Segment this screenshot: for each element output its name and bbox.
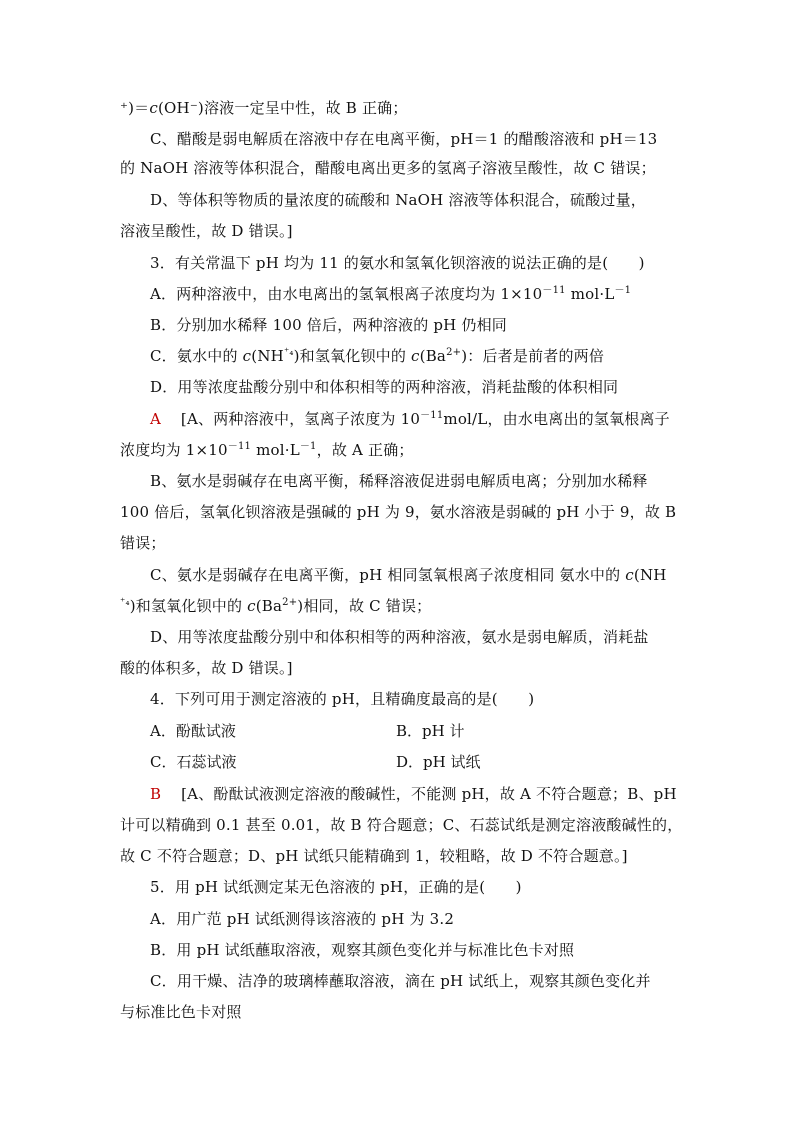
question-3-option-d: D．用等浓度盐酸分别中和体积相等的两种溶液，消耗盐酸的体积相同 <box>150 378 619 396</box>
question-5-option-b: B．用 pH 试纸蘸取溶液，观察其颜色变化并与标准比色卡对照 <box>150 941 575 959</box>
text-line: D、等体积等物质的量浓度的硫酸和 NaOH 溶液等体积混合，硫酸过量， <box>150 191 647 209</box>
text-line: 100 倍后，氢氧化钡溶液是强碱的 pH 为 9，氨水溶液是弱碱的 pH 小于 9，故 B <box>120 503 677 521</box>
question-5-option-c: C．用干燥、洁净的玻璃棒蘸取溶液，滴在 pH 试纸上，观察其颜色变化并 <box>150 972 651 990</box>
text-line: $^{^+_4}$)和氢氧化钡中的 $c(Ba^{2+})$相同，故 C 错误； <box>120 597 432 615</box>
text-line: C、醋酸是弱电解质在溶液中存在电离平衡，pH＝1 的醋酸溶液和 pH＝13 <box>150 130 658 148</box>
question-4-option-d: D．pH 试纸 <box>396 753 481 771</box>
text-line: 错误； <box>120 534 166 552</box>
text-line: 酸的体积多，故 D 错误。] <box>120 659 293 677</box>
question-3-option-b: B．分别加水稀释 100 倍后，两种溶液的 pH 仍相同 <box>150 316 508 334</box>
text-line: 浓度均为 $1\times 10^{-11}$ $mol\cdot L^{-1}$，故 A 正确； <box>120 441 414 459</box>
question-4-option-c: C．石蕊试液 <box>150 753 237 771</box>
text-line: 计可以精确到 0.1 甚至 0.01，故 B 符合题意；C、石蕊试纸是测定溶液酸碱性的， <box>120 816 683 834</box>
question-4-option-b: B．pH 计 <box>396 722 465 740</box>
answer-letter: B <box>150 785 162 803</box>
question-5-option-a: A．用广范 pH 试纸测得该溶液的 pH 为 3.2 <box>150 910 455 928</box>
question-3-stem: 3．有关常温下 pH 均为 11 的氨水和氢氧化钡溶液的说法正确的是( ) <box>150 254 645 272</box>
text-line: 的 NaOH 溶液等体积混合，醋酸电离出更多的氢离子溶液呈酸性，故 C 错误； <box>120 159 656 177</box>
text-line: ⁺)＝c(OH⁻)溶液一定呈中性，故 B 正确； <box>120 99 408 117</box>
question-5-stem: 5．用 pH 试纸测定某无色溶液的 pH，正确的是( ) <box>150 878 522 896</box>
question-3-option-c: C．氨水中的 $c(NH^{^+_4})$和氢氧化钡中的 $c(Ba^{2+})$：后者是前者的两倍 <box>150 347 605 365</box>
text-line: 与标准比色卡对照 <box>120 1003 242 1021</box>
answer-letter: A <box>150 410 162 428</box>
question-4-option-a: A．酚酞试液 <box>150 722 236 740</box>
text-line: 故 C 不符合题意；D、pH 试纸只能精确到 1，较粗略，故 D 不符合题意。] <box>120 847 628 865</box>
question-4-stem: 4．下列可用于测定溶液的 pH，且精确度最高的是( ) <box>150 690 535 708</box>
text-line: B、氨水是弱碱存在电离平衡，稀释溶液促进弱电解质电离；分别加水稀释 <box>150 472 648 490</box>
text-line: D、用等浓度盐酸分别中和体积相等的两种溶液，氨水是弱电解质，消耗盐 <box>150 628 649 646</box>
text-line: 溶液呈酸性，故 D 错误。] <box>120 222 293 240</box>
question-3-option-a: A．两种溶液中，由水电离出的氢氧根离子浓度均为 $1\times 10^{-11}$ $mol\cdot L^{-1}$ <box>150 285 632 303</box>
question-4-answer-line: B [A、酚酞试液测定溶液的酸碱性，不能测 pH，故 A 不符合题意；B、pH <box>150 785 677 803</box>
question-3-answer-line: A [A、两种溶液中，氢离子浓度为 $10^{-11}mol/L$，由水电离出的氢氧根离子 <box>150 410 670 428</box>
text-line: C、氨水是弱碱存在电离平衡，pH 相同氢氧根离子浓度相同 氨水中的 c(NH <box>150 566 667 584</box>
